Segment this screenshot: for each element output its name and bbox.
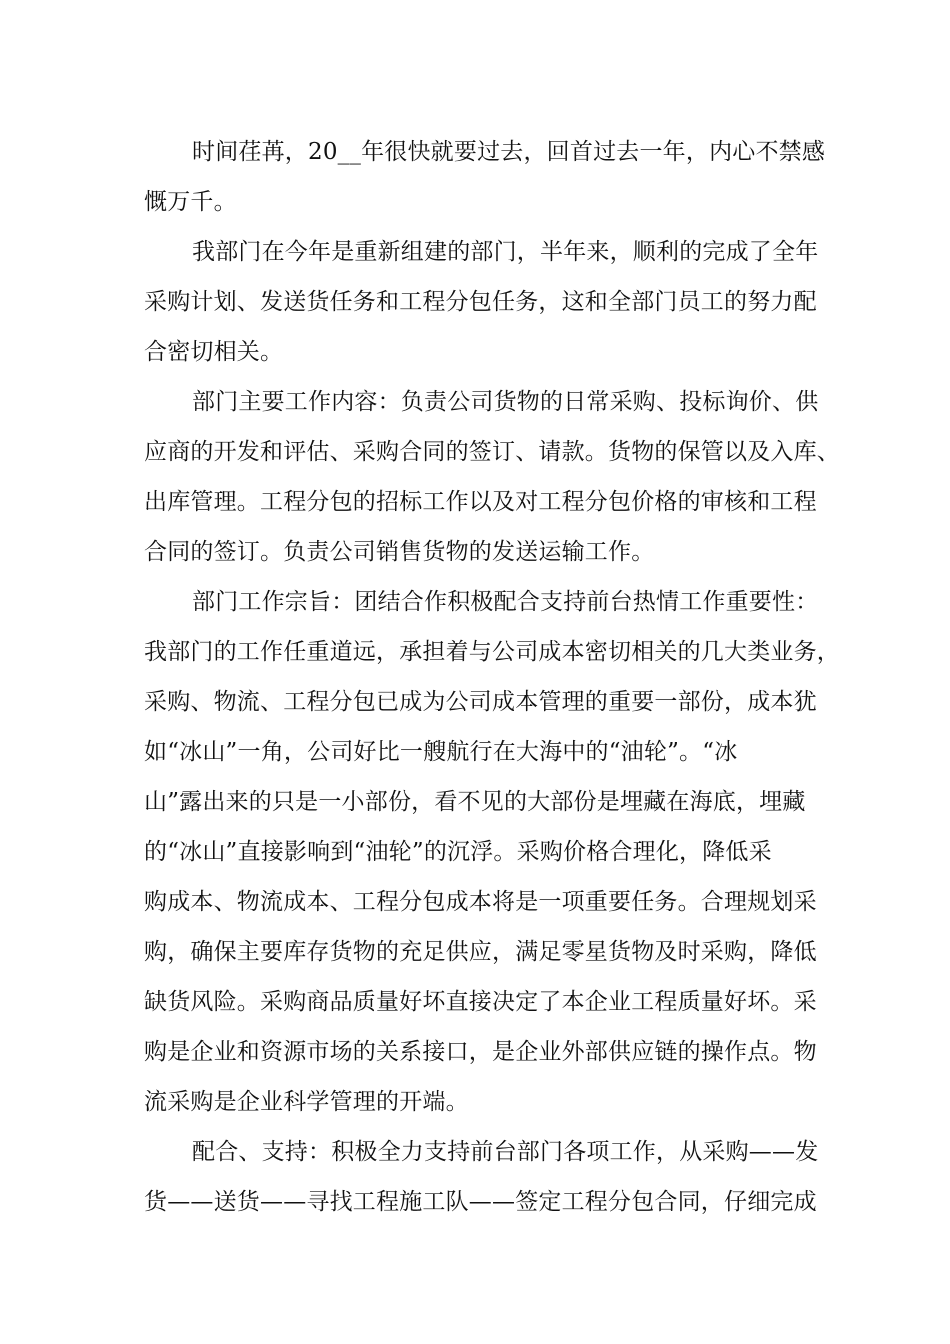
text-line: 应商的开发和评估、采购合同的签订、请款。货物的保管以及入库、	[144, 439, 840, 465]
text-line: 合同的签订。负责公司销售货物的发送运输工作。	[144, 539, 655, 565]
text-line: 采购、物流、工程分包已成为公司成本管理的重要一部份，成本犹	[144, 689, 817, 715]
text-line: 采购计划、发送货任务和工程分包任务，这和全部门员工的努力配	[144, 289, 817, 315]
text-line: 时间荏苒，20__年很快就要过去，回首过去一年，内心不禁感	[192, 139, 826, 165]
text-line: 如“冰山”一角，公司好比一艘航行在大海中的“油轮”。“冰	[144, 739, 738, 765]
text-line: 的“冰山”直接影响到“油轮”的沉浮。采购价格合理化，降低采	[144, 839, 772, 865]
text-line: 慨万千。	[144, 189, 237, 215]
text-line: 流采购是企业科学管理的开端。	[144, 1089, 469, 1115]
text-line: 合密切相关。	[144, 339, 284, 365]
text-line: 购成本、物流成本、工程分包成本将是一项重要任务。合理规划采	[144, 889, 817, 915]
text-line: 部门工作宗旨：团结合作积极配合支持前台热情工作重要性：	[192, 589, 819, 615]
text-line: 出库管理。工程分包的招标工作以及对工程分包价格的审核和工程	[144, 489, 817, 515]
text-line: 缺货风险。采购商品质量好坏直接决定了本企业工程质量好坏。采	[144, 989, 817, 1015]
text-line: 部门主要工作内容：负责公司货物的日常采购、投标询价、供	[192, 389, 819, 415]
text-line: 购，确保主要库存货物的充足供应，满足零星货物及时采购，降低	[144, 939, 817, 965]
text-line: 我部门在今年是重新组建的部门，半年来，顺利的完成了全年	[192, 239, 819, 265]
text-line: 购是企业和资源市场的关系接口，是企业外部供应链的操作点。物	[144, 1039, 817, 1065]
text-line: 配合、支持：积极全力支持前台部门各项工作，从采购——发	[192, 1139, 819, 1165]
text-line: 山”露出来的只是一小部份，看不见的大部份是埋藏在海底，埋藏	[144, 789, 806, 815]
text-line: 货——送货——寻找工程施工队——签定工程分包合同，仔细完成	[144, 1189, 817, 1215]
text-line: 我部门的工作任重道远，承担着与公司成本密切相关的几大类业务，	[144, 639, 840, 665]
